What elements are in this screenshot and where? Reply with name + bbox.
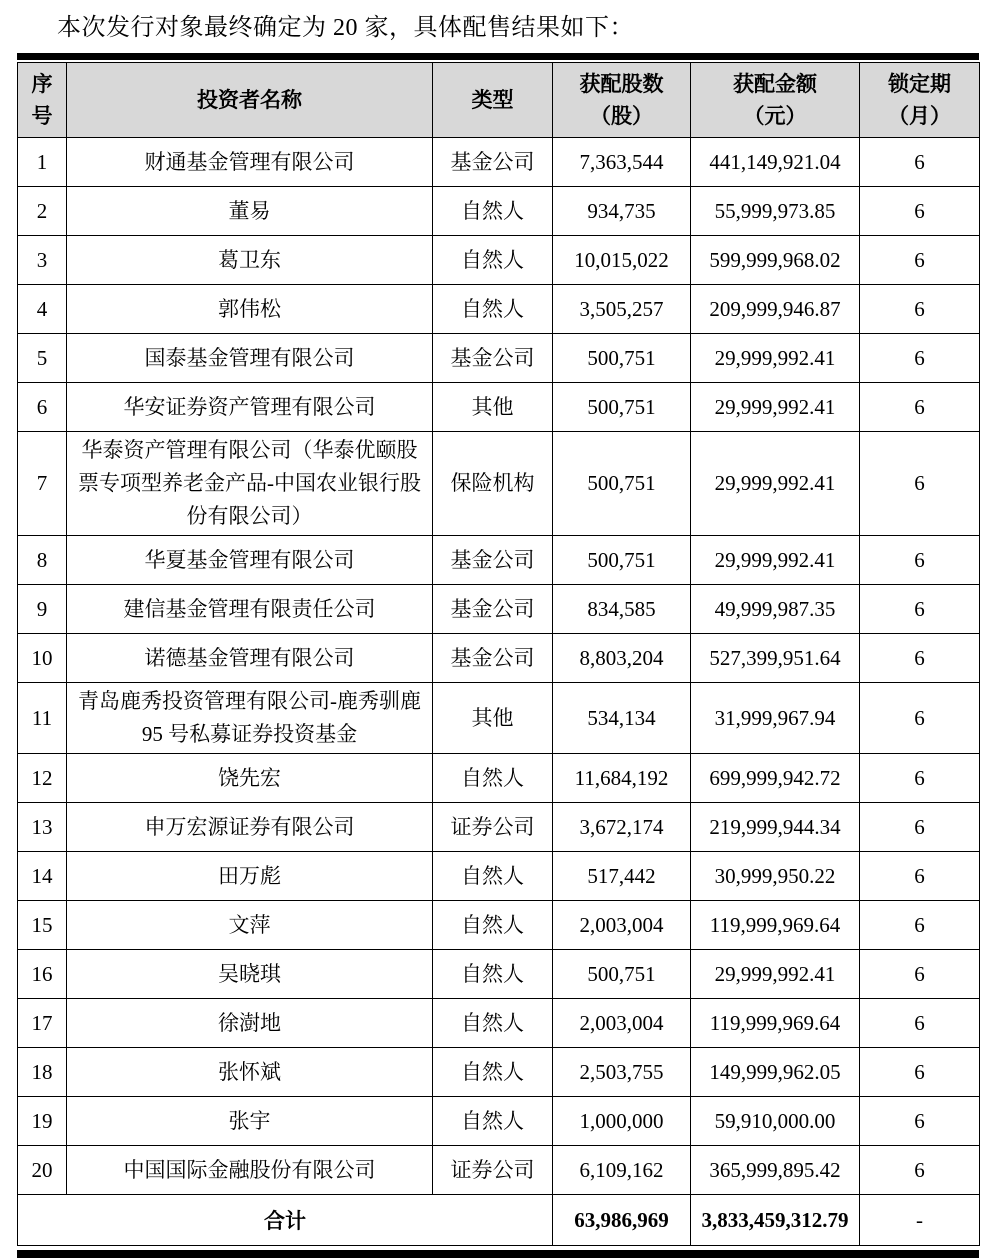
row-index: 6 <box>18 383 67 432</box>
investor-type: 自然人 <box>433 901 553 950</box>
investor-name: 田万彪 <box>67 852 433 901</box>
investor-name: 张怀斌 <box>67 1048 433 1097</box>
lockup-months: 6 <box>860 901 980 950</box>
lockup-months: 6 <box>860 950 980 999</box>
investor-name: 华泰资产管理有限公司（华泰优颐股票专项型养老金产品-中国农业银行股份有限公司） <box>67 432 433 536</box>
lockup-months: 6 <box>860 634 980 683</box>
investor-type: 其他 <box>433 383 553 432</box>
col-header-index-line2: 号 <box>31 104 53 128</box>
allocated-shares: 11,684,192 <box>553 754 691 803</box>
row-index: 3 <box>18 236 67 285</box>
investor-name: 葛卫东 <box>67 236 433 285</box>
col-header-type <box>433 63 553 138</box>
row-index: 17 <box>18 999 67 1048</box>
allocated-shares: 1,000,000 <box>553 1097 691 1146</box>
col-header-amount-line1: 获配金额 <box>733 72 817 96</box>
row-index: 2 <box>18 187 67 236</box>
table-row <box>18 285 980 334</box>
investor-name: 饶先宏 <box>67 754 433 803</box>
investor-type: 基金公司 <box>433 536 553 585</box>
row-index: 8 <box>18 536 67 585</box>
table-row <box>18 683 980 754</box>
table-row <box>18 1048 980 1097</box>
lockup-months: 6 <box>860 1048 980 1097</box>
total-lockup: - <box>860 1195 980 1246</box>
investor-type: 自然人 <box>433 1097 553 1146</box>
table-row <box>18 852 980 901</box>
table-row <box>18 901 980 950</box>
allocated-shares: 500,751 <box>553 432 691 536</box>
investor-type: 自然人 <box>433 754 553 803</box>
allocated-amount: 30,999,950.22 <box>691 852 860 901</box>
lockup-months: 6 <box>860 285 980 334</box>
total-label: 合计 <box>18 1195 553 1246</box>
page-title: 本次发行对象最终确定为 20 家，具体配售结果如下： <box>57 15 634 41</box>
table-row <box>18 585 980 634</box>
allocated-amount: 31,999,967.94 <box>691 683 860 754</box>
table-row <box>18 1146 980 1195</box>
investor-name: 董易 <box>67 187 433 236</box>
table-row <box>18 999 980 1048</box>
allocated-shares: 6,109,162 <box>553 1146 691 1195</box>
table-row <box>18 803 980 852</box>
col-header-shares-line2: （股） <box>590 104 653 128</box>
allocated-amount: 119,999,969.64 <box>691 999 860 1048</box>
row-index: 15 <box>18 901 67 950</box>
lockup-months: 6 <box>860 236 980 285</box>
investor-type: 其他 <box>433 683 553 754</box>
investor-type: 自然人 <box>433 187 553 236</box>
allocated-amount: 59,910,000.00 <box>691 1097 860 1146</box>
investor-type: 基金公司 <box>433 334 553 383</box>
allocated-shares: 934,735 <box>553 187 691 236</box>
col-header-index-line1: 序 <box>31 72 53 96</box>
table-header-row <box>18 63 980 138</box>
allocated-shares: 500,751 <box>553 536 691 585</box>
investor-name: 财通基金管理有限公司 <box>67 138 433 187</box>
total-amount: 3,833,459,312.79 <box>691 1195 860 1246</box>
col-header-investor-name <box>67 63 433 138</box>
investor-type: 保险机构 <box>433 432 553 536</box>
col-header-shares <box>553 63 691 138</box>
col-header-shares-line1: 获配股数 <box>579 72 664 96</box>
allocated-shares: 2,003,004 <box>553 901 691 950</box>
lockup-months: 6 <box>860 852 980 901</box>
investor-type: 证券公司 <box>433 803 553 852</box>
allocated-shares: 2,503,755 <box>553 1048 691 1097</box>
investor-type: 自然人 <box>433 999 553 1048</box>
row-index: 14 <box>18 852 67 901</box>
investor-name: 青岛鹿秀投资管理有限公司-鹿秀驯鹿 95 号私募证券投资基金 <box>67 683 433 754</box>
lockup-months: 6 <box>860 1097 980 1146</box>
investor-name: 张宇 <box>67 1097 433 1146</box>
table-row <box>18 536 980 585</box>
lockup-months: 6 <box>860 683 980 754</box>
lockup-months: 6 <box>860 383 980 432</box>
investor-name: 申万宏源证券有限公司 <box>67 803 433 852</box>
allocated-amount: 699,999,942.72 <box>691 754 860 803</box>
investor-type: 基金公司 <box>433 585 553 634</box>
allocated-shares: 517,442 <box>553 852 691 901</box>
allocated-shares: 500,751 <box>553 334 691 383</box>
row-index: 10 <box>18 634 67 683</box>
investor-type: 自然人 <box>433 285 553 334</box>
table-row <box>18 383 980 432</box>
col-header-lockup-line2: （月） <box>888 104 951 128</box>
investor-name: 国泰基金管理有限公司 <box>67 334 433 383</box>
table-row <box>18 334 980 383</box>
allocated-amount: 49,999,987.35 <box>691 585 860 634</box>
table-row <box>18 187 980 236</box>
allocated-shares: 8,803,204 <box>553 634 691 683</box>
allocated-shares: 3,672,174 <box>553 803 691 852</box>
table-row <box>18 432 980 536</box>
allocated-amount: 219,999,944.34 <box>691 803 860 852</box>
col-header-amount <box>691 63 860 138</box>
table-row <box>18 754 980 803</box>
row-index: 16 <box>18 950 67 999</box>
investor-name: 诺德基金管理有限公司 <box>67 634 433 683</box>
col-header-amount-line2: （元） <box>743 104 807 128</box>
investor-name: 华夏基金管理有限公司 <box>67 536 433 585</box>
allocated-amount: 599,999,968.02 <box>691 236 860 285</box>
allocated-shares: 7,363,544 <box>553 138 691 187</box>
investor-name: 中国国际金融股份有限公司 <box>67 1146 433 1195</box>
lockup-months: 6 <box>860 187 980 236</box>
allocated-shares: 834,585 <box>553 585 691 634</box>
table-row <box>18 236 980 285</box>
investor-name: 郭伟松 <box>67 285 433 334</box>
investor-name: 徐澍地 <box>67 999 433 1048</box>
row-index: 19 <box>18 1097 67 1146</box>
row-index: 7 <box>18 432 67 536</box>
row-index: 20 <box>18 1146 67 1195</box>
row-index: 5 <box>18 334 67 383</box>
investor-type: 自然人 <box>433 950 553 999</box>
lockup-months: 6 <box>860 585 980 634</box>
table-row <box>18 634 980 683</box>
investor-name: 文萍 <box>67 901 433 950</box>
allocated-shares: 534,134 <box>553 683 691 754</box>
allocated-shares: 10,015,022 <box>553 236 691 285</box>
col-header-lockup <box>860 63 980 138</box>
table-row <box>18 138 980 187</box>
total-shares: 63,986,969 <box>553 1195 691 1246</box>
table-top-thick-border <box>17 53 979 60</box>
allocated-amount: 119,999,969.64 <box>691 901 860 950</box>
total-row <box>18 1195 980 1246</box>
lockup-months: 6 <box>860 999 980 1048</box>
allocated-amount: 29,999,992.41 <box>691 383 860 432</box>
col-header-lockup-line1: 锁定期 <box>888 72 951 96</box>
lockup-months: 6 <box>860 803 980 852</box>
lockup-months: 6 <box>860 536 980 585</box>
table-row <box>18 1097 980 1146</box>
lockup-months: 6 <box>860 754 980 803</box>
table-row <box>18 950 980 999</box>
investor-type: 基金公司 <box>433 138 553 187</box>
allocated-amount: 29,999,992.41 <box>691 334 860 383</box>
investor-name: 建信基金管理有限责任公司 <box>67 585 433 634</box>
allocated-shares: 500,751 <box>553 950 691 999</box>
table-bottom-thick-border <box>17 1250 979 1258</box>
row-index: 12 <box>18 754 67 803</box>
lockup-months: 6 <box>860 432 980 536</box>
lockup-months: 6 <box>860 334 980 383</box>
row-index: 13 <box>18 803 67 852</box>
investor-type: 自然人 <box>433 852 553 901</box>
allocated-amount: 527,399,951.64 <box>691 634 860 683</box>
row-index: 4 <box>18 285 67 334</box>
col-header-type-line1: 类型 <box>471 88 514 112</box>
allocated-amount: 29,999,992.41 <box>691 950 860 999</box>
allocated-shares: 2,003,004 <box>553 999 691 1048</box>
row-index: 1 <box>18 138 67 187</box>
allocated-amount: 29,999,992.41 <box>691 432 860 536</box>
investor-type: 自然人 <box>433 236 553 285</box>
col-header-investor-name-line1: 投资者名称 <box>197 88 302 112</box>
investor-type: 自然人 <box>433 1048 553 1097</box>
allocated-amount: 209,999,946.87 <box>691 285 860 334</box>
allocation-result-table <box>17 62 980 1246</box>
allocated-shares: 3,505,257 <box>553 285 691 334</box>
row-index: 11 <box>18 683 67 754</box>
investor-type: 基金公司 <box>433 634 553 683</box>
investor-type: 证券公司 <box>433 1146 553 1195</box>
lockup-months: 6 <box>860 1146 980 1195</box>
col-header-index <box>18 63 67 138</box>
allocated-amount: 29,999,992.41 <box>691 536 860 585</box>
allocated-shares: 500,751 <box>553 383 691 432</box>
allocated-amount: 441,149,921.04 <box>691 138 860 187</box>
row-index: 18 <box>18 1048 67 1097</box>
allocated-amount: 149,999,962.05 <box>691 1048 860 1097</box>
row-index: 9 <box>18 585 67 634</box>
allocated-amount: 55,999,973.85 <box>691 187 860 236</box>
investor-name: 吴晓琪 <box>67 950 433 999</box>
allocated-amount: 365,999,895.42 <box>691 1146 860 1195</box>
investor-name: 华安证券资产管理有限公司 <box>67 383 433 432</box>
lockup-months: 6 <box>860 138 980 187</box>
